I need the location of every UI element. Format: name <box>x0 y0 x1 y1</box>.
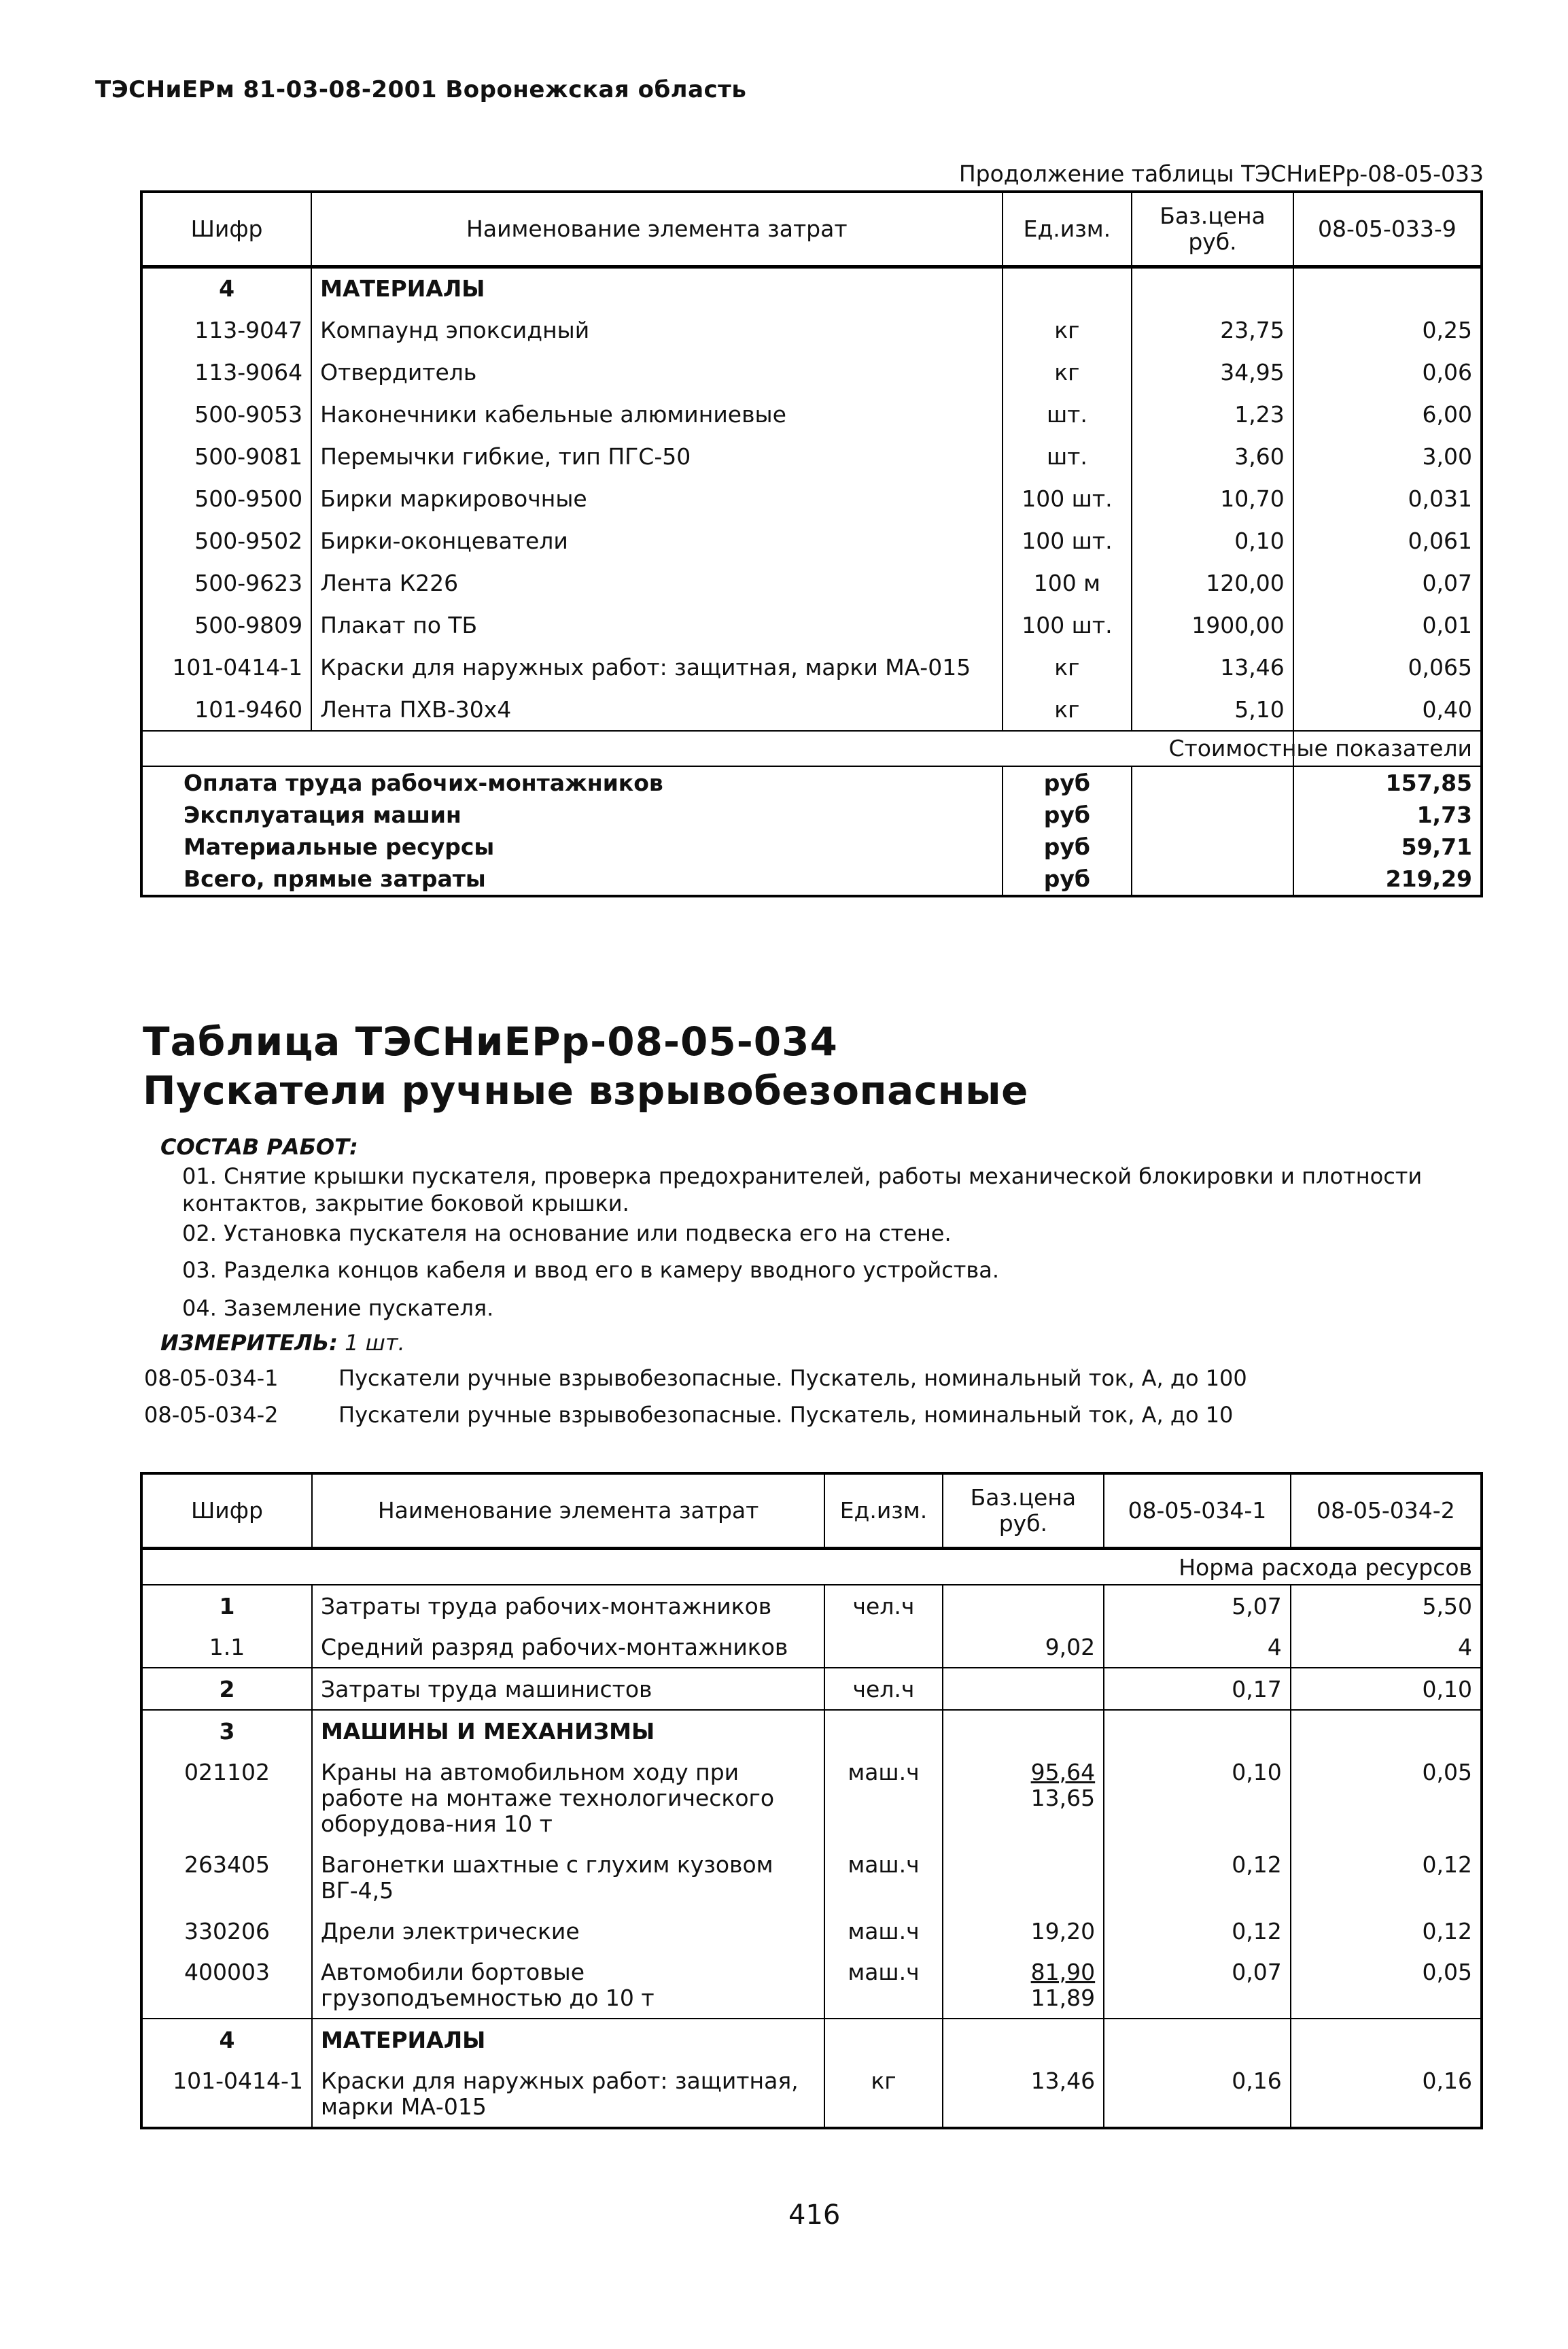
cell-price: 1900,00 <box>1132 604 1293 647</box>
summary-price-empty <box>1132 766 1293 799</box>
cell-name: Краски для наружных работ: защитная, марки МА-015 <box>312 2060 824 2128</box>
cell-value-1: 0,07 <box>1104 1951 1291 2019</box>
cell-code: 101-9460 <box>141 689 311 731</box>
cell-unit: чел.ч <box>824 1585 942 1626</box>
running-header: ТЭСНиЕРм 81-03-08-2001 Воронежская область <box>95 76 747 103</box>
header-unit: Ед.изм. <box>1003 192 1132 267</box>
cell-code: 1.1 <box>141 1626 312 1668</box>
cost-caption-row <box>141 731 1482 766</box>
table-header-row <box>141 1473 1482 1549</box>
section-name: МАТЕРИАЛЫ <box>312 2019 824 2060</box>
summary-value: 59,71 <box>1401 833 1472 860</box>
cell-name: Затраты труда рабочих-монтажников <box>312 1585 824 1626</box>
cell-value: 0,031 <box>1408 485 1472 512</box>
section-row <box>141 2019 1482 2060</box>
work-step: 03. Разделка концов кабеля и ввод его в камеру вводного устройства. <box>182 1257 1000 1283</box>
cell-value-1 <box>1104 1710 1291 1751</box>
cell-unit: маш.ч <box>824 1951 942 2019</box>
cell-price: 3,60 <box>1132 436 1293 478</box>
summary-name: Всего, прямые затраты <box>141 863 1003 896</box>
header-rate-col-1: 08-05-034-1 <box>1104 1473 1291 1549</box>
cell-unit: шт. <box>1003 394 1132 436</box>
header-name: Наименование элемента затрат <box>311 192 1002 267</box>
cell-price: 23,75 <box>1132 309 1293 352</box>
cell-code: 101-0414-1 <box>141 647 311 689</box>
cell-unit: кг <box>1003 352 1132 394</box>
variant-code: 08-05-034-2 <box>144 1402 279 1428</box>
summary-row <box>141 766 1482 799</box>
summary-row <box>141 831 1482 863</box>
table-row <box>141 1910 1482 1951</box>
cell-code: 500-9053 <box>141 394 311 436</box>
price-primary: 9,02 <box>1045 1634 1096 1660</box>
cell-unit <box>824 2019 942 2060</box>
cost-caption: Стоимостные показатели <box>1168 735 1472 761</box>
norm-caption-row <box>141 1549 1482 1585</box>
cell-code: 3 <box>141 1710 312 1751</box>
work-step: 01. Снятие крышки пускателя, проверка предохранителей, работы механической блокировки и плотности контактов, закрытие боковой крышки. <box>182 1163 1423 1216</box>
cell-unit: кг <box>1003 647 1132 689</box>
cell-value: 0,25 <box>1422 317 1472 343</box>
summary-name: Эксплуатация машин <box>141 799 1003 831</box>
cell-price: 13,46 <box>1132 647 1293 689</box>
table-subtitle: Пускатели ручные взрывобезопасные <box>143 1067 1028 1114</box>
cell-code: 2 <box>141 1668 312 1710</box>
cell-value: 0,07 <box>1422 570 1472 596</box>
work-composition-label: СОСТАВ РАБОТ: <box>160 1134 358 1160</box>
cell-price <box>943 2019 1104 2060</box>
cell-value: 0,06 <box>1422 359 1472 385</box>
summary-price-empty <box>1132 863 1293 896</box>
cell-price <box>943 1668 1104 1710</box>
summary-value: 157,85 <box>1385 769 1472 796</box>
cell-price: 120,00 <box>1132 562 1293 604</box>
cell-price <box>943 1751 1104 1844</box>
cell-unit: кг <box>824 2060 942 2128</box>
cell-name: Автомобили бортовые грузоподъемностью до 10 т <box>312 1951 824 2019</box>
cell-code: 1 <box>141 1585 312 1626</box>
summary-name: Оплата труда рабочих-монтажников <box>141 766 1003 799</box>
summary-price-empty <box>1132 831 1293 863</box>
cell-price: 34,95 <box>1132 352 1293 394</box>
variant-line <box>144 1365 1247 1391</box>
cell-unit: кг <box>1003 309 1132 352</box>
section-row <box>141 267 1482 309</box>
cell-name: Компаунд эпоксидный <box>311 309 1002 352</box>
cell-value-2: 0,12 <box>1422 1918 1472 1944</box>
header-rate-col-2: 08-05-034-2 <box>1291 1473 1482 1549</box>
cell-value-1: 5,07 <box>1104 1585 1291 1626</box>
cell-value: 0,01 <box>1422 612 1472 638</box>
cell-name: Краски для наружных работ: защитная, марки МА-015 <box>311 647 1002 689</box>
price-secondary: 13,65 <box>1030 1785 1096 1811</box>
resource-table-034 <box>140 1472 1483 2129</box>
price-primary: 19,20 <box>1030 1918 1096 1944</box>
header-code: Шифр <box>141 192 311 267</box>
cell-code: 113-9064 <box>141 352 311 394</box>
table-row <box>141 1844 1482 1910</box>
cell-value: 3,00 <box>1422 443 1472 470</box>
price-primary: 81,90 <box>1030 1959 1096 1985</box>
table-row <box>141 1585 1482 1626</box>
cell-name: Дрели электрические <box>312 1910 824 1951</box>
table-row <box>141 478 1482 520</box>
cell-name: Перемычки гибкие, тип ПГС-50 <box>311 436 1002 478</box>
cell-code: 4 <box>141 2019 312 2060</box>
cell-unit: кг <box>1003 689 1132 731</box>
table-row <box>141 604 1482 647</box>
work-step: 04. Заземление пускателя. <box>182 1295 494 1321</box>
header-unit: Ед.изм. <box>824 1473 942 1549</box>
measurement-label: ИЗМЕРИТЕЛЬ: <box>160 1330 338 1356</box>
table-row <box>141 2060 1482 2128</box>
summary-value: 219,29 <box>1385 865 1472 892</box>
cell-value-1: 0,17 <box>1104 1668 1291 1710</box>
measurement-unit <box>160 1330 405 1356</box>
cell-unit: чел.ч <box>824 1668 942 1710</box>
table-row <box>141 562 1482 604</box>
header-price: Баз.цена руб. <box>1132 192 1293 267</box>
cell-code: 500-9500 <box>141 478 311 520</box>
cell-price: 10,70 <box>1132 478 1293 520</box>
cell-price <box>943 2060 1104 2128</box>
cell-name: Бирки маркировочные <box>311 478 1002 520</box>
header-code: Шифр <box>141 1473 312 1549</box>
cell-value-2: 4 <box>1458 1634 1472 1660</box>
cell-value: 0,065 <box>1408 654 1472 681</box>
variant-line <box>144 1402 1233 1428</box>
table-row <box>141 309 1482 352</box>
table-row <box>141 1951 1482 2019</box>
variant-code: 08-05-034-1 <box>144 1365 279 1391</box>
table-row <box>141 689 1482 731</box>
table-header-row <box>141 192 1482 267</box>
cell-unit: маш.ч <box>824 1844 942 1910</box>
table-row <box>141 647 1482 689</box>
cell-unit <box>824 1710 942 1751</box>
cell-price <box>943 1844 1104 1910</box>
summary-name: Материальные ресурсы <box>141 831 1003 863</box>
cell-value: 6,00 <box>1422 401 1472 428</box>
cell-value-2 <box>1291 2019 1482 2060</box>
table-row <box>141 1626 1482 1668</box>
table-row <box>141 1668 1482 1710</box>
cell-price <box>943 1710 1104 1751</box>
cell-unit: 100 шт. <box>1003 478 1132 520</box>
cell-code: 113-9047 <box>141 309 311 352</box>
table-row <box>141 394 1482 436</box>
cell-name: Плакат по ТБ <box>311 604 1002 647</box>
summary-unit: руб <box>1003 831 1132 863</box>
cell-unit: маш.ч <box>824 1751 942 1844</box>
table-title: Таблица ТЭСНиЕРр-08-05-034 <box>143 1018 838 1065</box>
cell-code: 400003 <box>141 1951 312 2019</box>
cell-unit <box>824 1626 942 1668</box>
cell-value-1: 0,12 <box>1104 1910 1291 1951</box>
price-secondary: 11,89 <box>1030 1985 1096 2011</box>
price-primary: 13,46 <box>1030 2068 1096 2094</box>
section-row <box>141 1710 1482 1751</box>
cell-name: Отвердитель <box>311 352 1002 394</box>
cell-price: 0,10 <box>1132 520 1293 562</box>
cell-price: 5,10 <box>1132 689 1293 731</box>
summary-value: 1,73 <box>1416 801 1472 828</box>
section-code: 4 <box>141 267 311 309</box>
section-name: МАШИНЫ И МЕХАНИЗМЫ <box>312 1710 824 1751</box>
cell-value-1: 4 <box>1104 1626 1291 1668</box>
summary-unit: руб <box>1003 766 1132 799</box>
cell-code: 500-9623 <box>141 562 311 604</box>
cell-name: Вагонетки шахтные с глухим кузовом ВГ-4,5 <box>312 1844 824 1910</box>
cell-value: 0,40 <box>1422 696 1472 723</box>
cell-value-1 <box>1104 2019 1291 2060</box>
table-row <box>141 520 1482 562</box>
cell-value-2: 0,05 <box>1422 1759 1472 1785</box>
cell-unit: 100 шт. <box>1003 604 1132 647</box>
cell-unit: маш.ч <box>824 1910 942 1951</box>
header-price: Баз.цена руб. <box>943 1473 1104 1549</box>
cell-name: Затраты труда машинистов <box>312 1668 824 1710</box>
cell-code: 500-9081 <box>141 436 311 478</box>
cell-price: 1,23 <box>1132 394 1293 436</box>
summary-row <box>141 863 1482 896</box>
cell-code: 330206 <box>141 1910 312 1951</box>
resource-table-033 <box>140 190 1483 897</box>
cell-unit: 100 м <box>1003 562 1132 604</box>
continuation-caption: Продолжение таблицы ТЭСНиЕРр-08-05-033 <box>958 160 1484 187</box>
cell-value-2: 0,16 <box>1422 2068 1472 2094</box>
cell-unit: 100 шт. <box>1003 520 1132 562</box>
cell-code: 500-9502 <box>141 520 311 562</box>
cell-price <box>943 1951 1104 2019</box>
price-primary: 95,64 <box>1030 1759 1096 1785</box>
work-step: 02. Установка пускателя на основание или подвеска его на стене. <box>182 1220 952 1246</box>
header-name: Наименование элемента затрат <box>312 1473 824 1549</box>
cell-name: Средний разряд рабочих-монтажников <box>312 1626 824 1668</box>
cell-value-2: 0,12 <box>1422 1851 1472 1878</box>
cell-name: Краны на автомобильном ходу при работе на монтаже технологического оборудова-ния 10 т <box>312 1751 824 1844</box>
cell-name: Наконечники кабельные алюминиевые <box>311 394 1002 436</box>
cell-name: Лента К226 <box>311 562 1002 604</box>
header-rate-col: 08-05-033-9 <box>1293 192 1482 267</box>
variant-text: Пускатели ручные взрывобезопасные. Пускатель, номинальный ток, А, до 10 <box>338 1402 1234 1428</box>
table-row <box>141 436 1482 478</box>
cell-unit: шт. <box>1003 436 1132 478</box>
norm-caption: Норма расхода ресурсов <box>1179 1554 1472 1581</box>
cell-name: Лента ПХВ-30х4 <box>311 689 1002 731</box>
cell-code: 500-9809 <box>141 604 311 647</box>
cell-value-2: 0,10 <box>1291 1668 1482 1710</box>
cell-code: 101-0414-1 <box>141 2060 312 2128</box>
summary-price-empty <box>1132 799 1293 831</box>
cell-value-1: 0,12 <box>1104 1844 1291 1910</box>
cell-value-2 <box>1291 1710 1482 1751</box>
variant-text: Пускатели ручные взрывобезопасные. Пускатель, номинальный ток, А, до 100 <box>338 1365 1247 1391</box>
cell-value-2: 0,05 <box>1422 1959 1472 1985</box>
table-row <box>141 1751 1482 1844</box>
summary-unit: руб <box>1003 863 1132 896</box>
cell-value-1: 0,16 <box>1104 2060 1291 2128</box>
table-row <box>141 352 1482 394</box>
cell-code: 021102 <box>141 1751 312 1844</box>
measurement-value: 1 шт. <box>345 1330 405 1356</box>
cell-value: 0,061 <box>1408 528 1472 554</box>
summary-row <box>141 799 1482 831</box>
cell-name: Бирки-оконцеватели <box>311 520 1002 562</box>
section-name: МАТЕРИАЛЫ <box>311 267 1002 309</box>
summary-unit: руб <box>1003 799 1132 831</box>
cell-price <box>943 1910 1104 1951</box>
cell-price <box>943 1626 1104 1668</box>
cell-code: 263405 <box>141 1844 312 1910</box>
page-number: 416 <box>788 2199 841 2231</box>
cell-value-2: 5,50 <box>1422 1593 1472 1619</box>
cell-price <box>943 1585 1104 1626</box>
cell-value-1: 0,10 <box>1104 1751 1291 1844</box>
